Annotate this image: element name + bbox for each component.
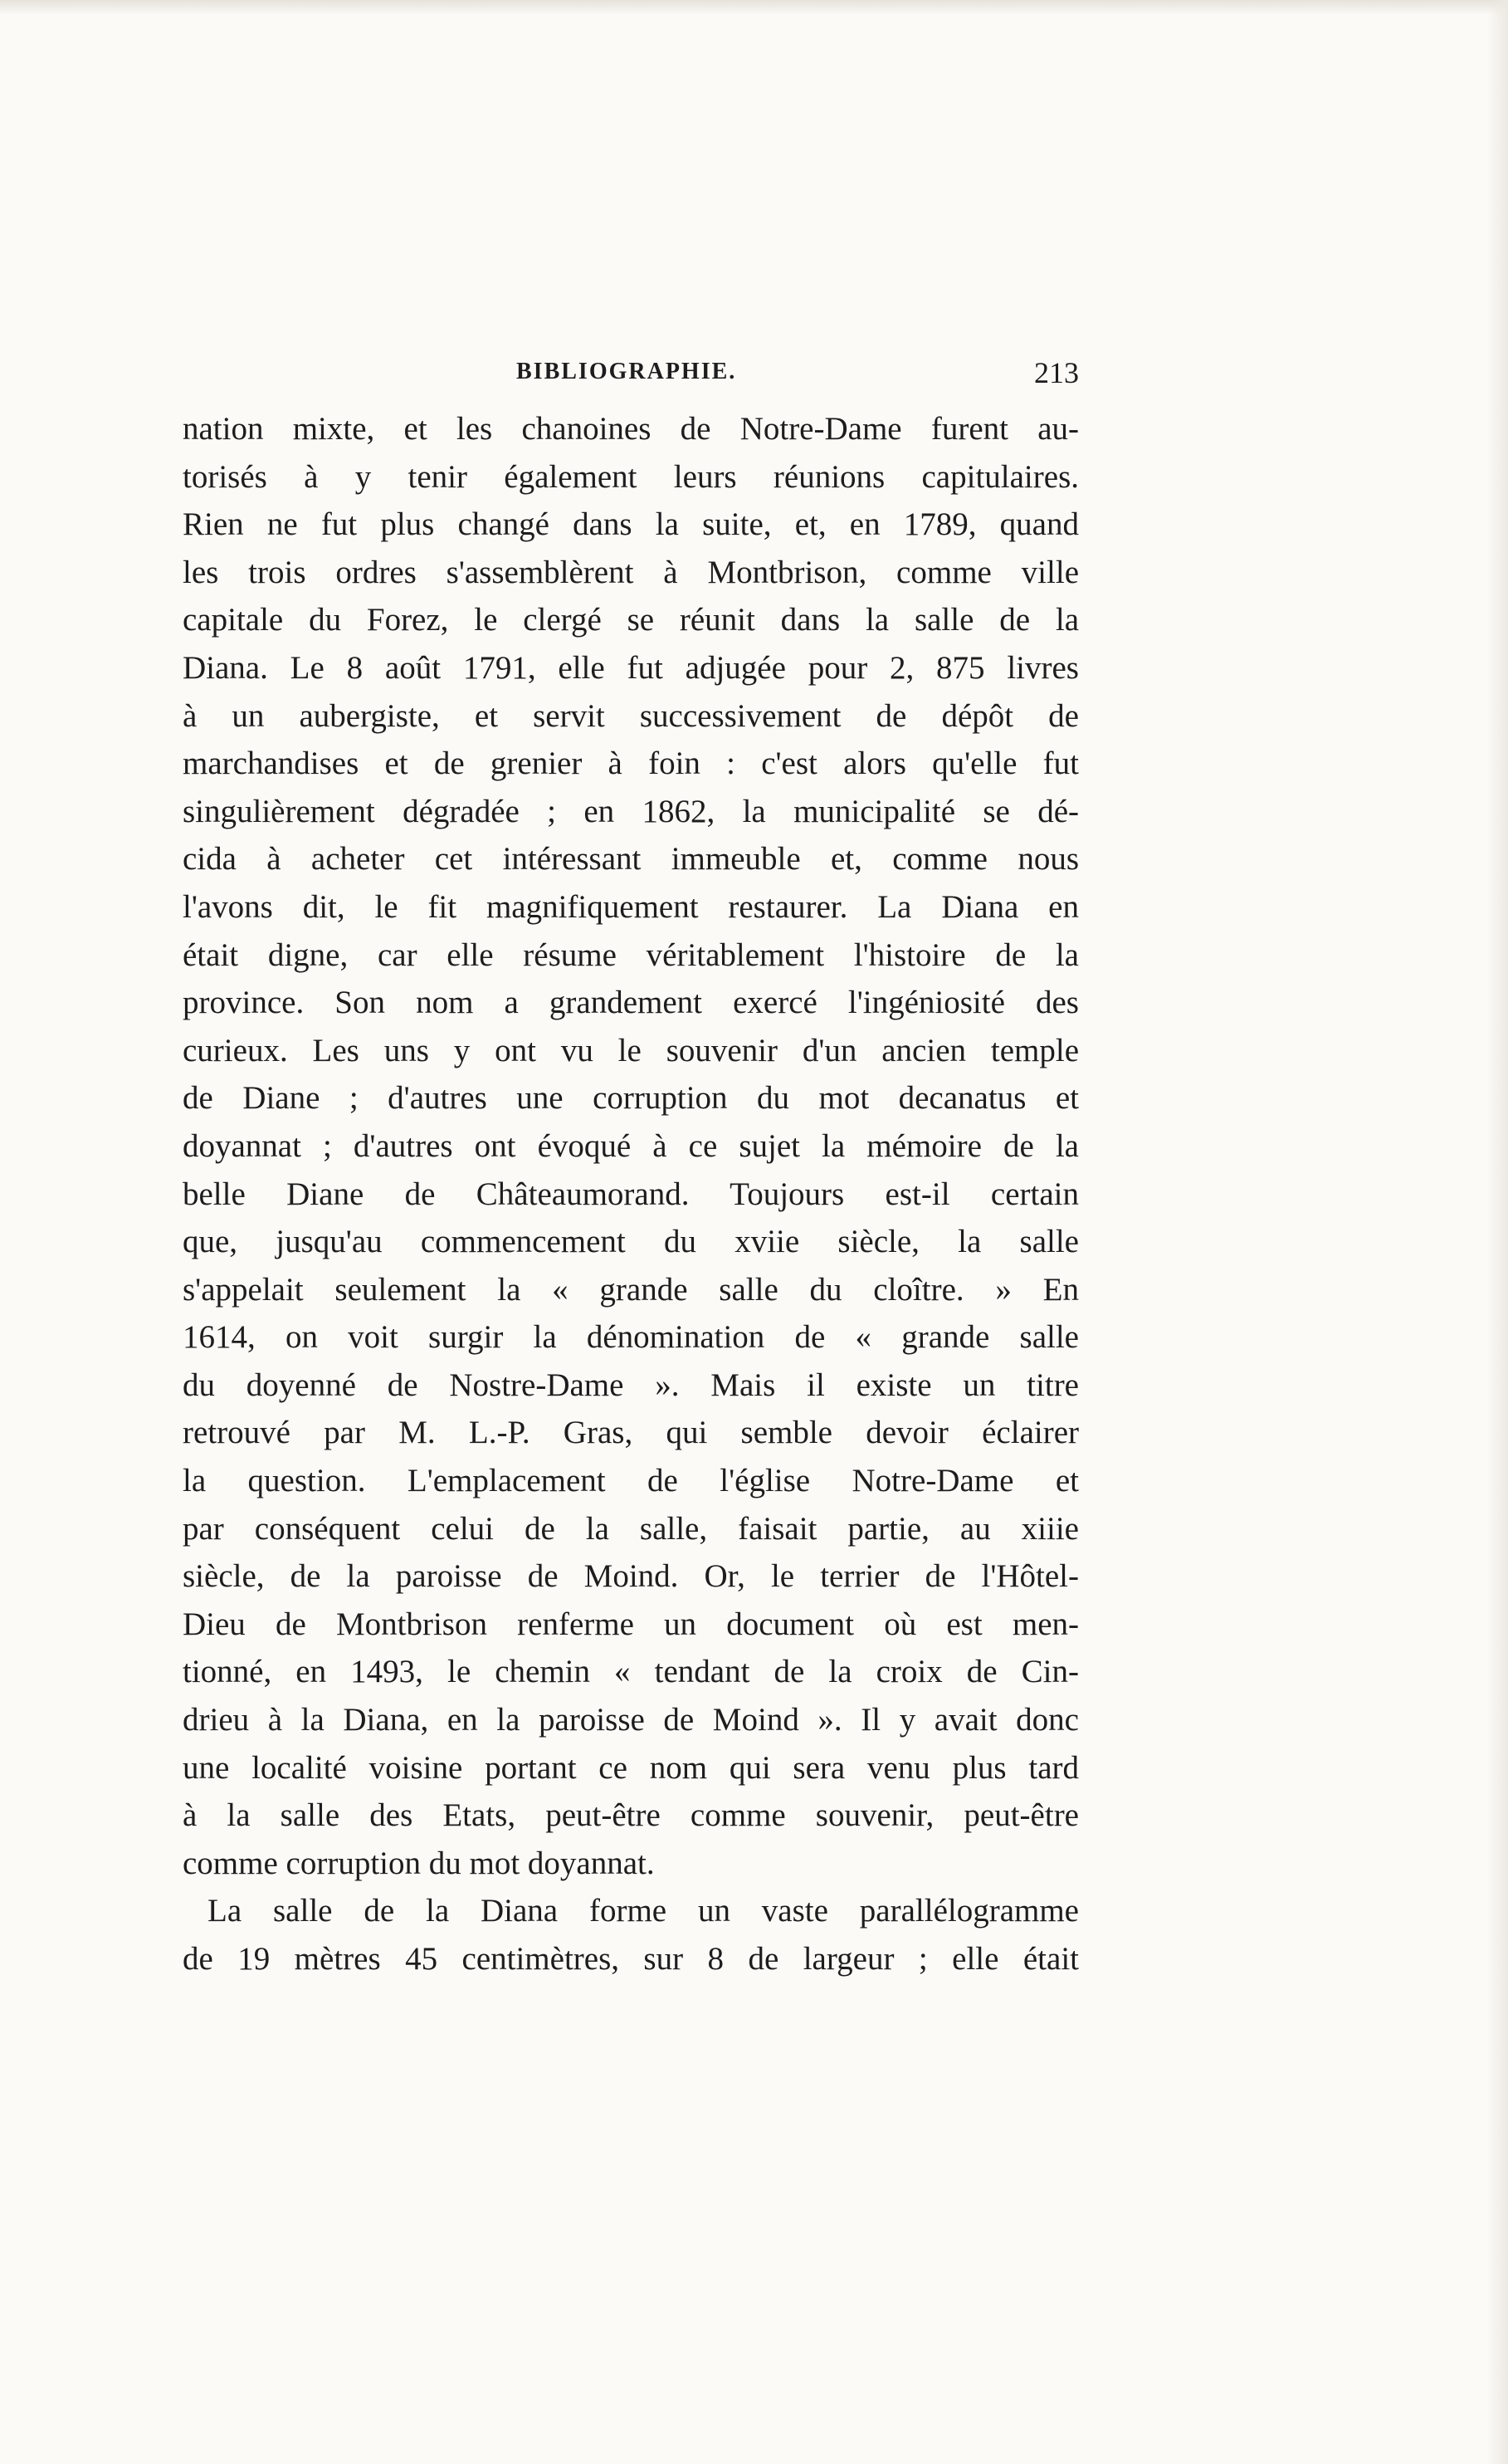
text-line: capitale du Forez, le clergé se réunit dans la salle de la [183,602,1079,638]
text-line: du doyenné de Nostre-Dame ». Mais il existe un titre [183,1366,1079,1403]
text-line: siècle, de la paroisse de Moind. Or, le terrier de l'Hôtel- [183,1558,1079,1595]
text-line: Dieu de Montbrison renferme un document où est men- [183,1606,1079,1642]
running-head [183,355,1079,395]
text-line: 1614, on voit surgir la dénomination de « grande salle [183,1319,1079,1356]
text-line: s'appelait seulement la « grande salle du cloître. » En [183,1271,1079,1308]
text-line: par conséquent celui de la salle, faisait partie, au xiiie [183,1510,1079,1547]
text-line: singulièrement dégradée ; en 1862, la municipalité se dé- [183,793,1079,829]
text-line: cida à acheter cet intéressant immeuble et, comme nous [183,841,1079,878]
text-line: doyannat ; d'autres ont évoqué à ce sujet la mémoire de la [183,1127,1079,1164]
text-line: nation mixte, et les chanoines de Notre-Dame furent au- [183,411,1079,447]
text-line: curieux. Les uns y ont vu le souvenir d'un ancien temple [183,1032,1079,1068]
text-line: tionné, en 1493, le chemin « tendant de la croix de Cin- [183,1654,1079,1690]
page-number: 213 [1034,356,1079,389]
text-line: province. Son nom a grandement exercé l'ingéniosité des [183,985,1079,1021]
text-line: comme corruption du mot doyannat. [183,1845,655,1881]
text-line: retrouvé par M. L.-P. Gras, qui semble devoir éclairer [183,1415,1079,1451]
page-edge-shadow [1486,0,1508,2464]
text-line: l'avons dit, le fit magnifiquement restaurer. La Diana en [183,888,1079,925]
text-line: Diana. Le 8 août 1791, elle fut adjugée pour 2, 875 livres [183,649,1079,686]
text-line: marchandises et de grenier à foin : c'est alors qu'elle fut [183,746,1079,782]
text-line: que, jusqu'au commencement du xviie siècle, la salle [183,1224,1079,1260]
text-line: de Diane ; d'autres une corruption du mot decanatus et [183,1080,1079,1117]
text-line: les trois ordres s'assemblèrent à Montbrison, comme ville [183,554,1079,590]
paragraph [183,405,1079,1887]
text-line: drieu à la Diana, en la paroisse de Moind ». Il y avait donc [183,1702,1079,1738]
body-text [183,405,1079,1983]
text-line: une localité voisine portant ce nom qui sera venu plus tard [183,1749,1079,1786]
text-line: à la salle des Etats, peut-être comme souvenir, peut-être [183,1797,1079,1834]
text-line: était digne, car elle résume véritablement l'histoire de la [183,936,1079,973]
text-line: torisés à y tenir également leurs réunions capitulaires. [183,458,1079,495]
page-edge [0,0,1508,15]
text-line: la question. L'emplacement de l'église Notre-Dame et [183,1463,1079,1499]
text-line: de 19 mètres 45 centimètres, sur 8 de largeur ; elle était [183,1941,1079,1977]
text-line: Rien ne fut plus changé dans la suite, et, en 1789, quand [183,506,1079,543]
text-line: à un aubergiste, et servit successivement de dépôt de [183,697,1079,734]
paragraph [183,1887,1079,1982]
text-line: belle Diane de Châteaumorand. Toujours est-il certain [183,1176,1079,1212]
text-line: La salle de la Diana forme un vaste parallélogramme [207,1893,1079,1929]
running-title: BIBLIOGRAPHIE. [516,359,737,384]
